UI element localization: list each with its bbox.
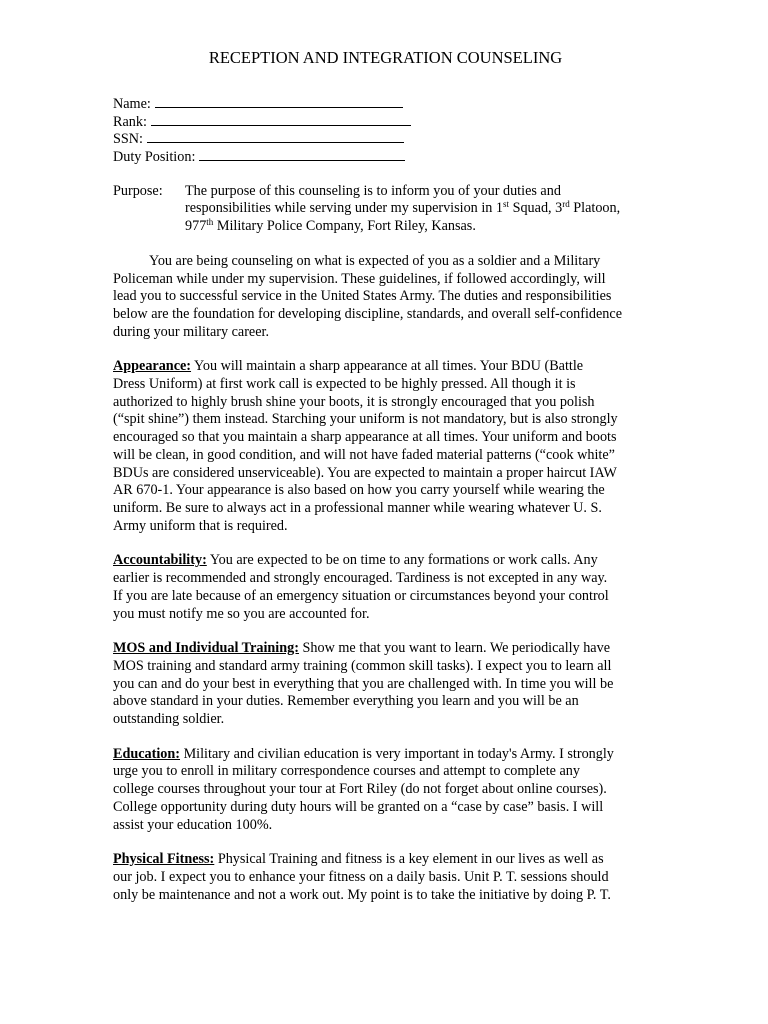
section-line: uniform. Be sure to always act in a professional manner while wearing whatever U. S. bbox=[113, 500, 602, 516]
document-title: RECEPTION AND INTEGRATION COUNSELING bbox=[208, 48, 563, 67]
purpose-text-run: 977 bbox=[185, 218, 207, 235]
intro-line: below are the foundation for developing discipline, standards, and overall self-confidence bbox=[113, 305, 622, 322]
section-text-run: Show me that you want to learn. We periodically have bbox=[298, 640, 610, 657]
section-line: college courses throughout your tour at Fort Riley (do not forget about online courses). bbox=[113, 781, 607, 798]
section-line bbox=[113, 851, 658, 869]
section-appearance bbox=[113, 358, 658, 535]
field-label: Name: bbox=[113, 96, 151, 112]
section-line: outstanding soldier. bbox=[113, 711, 225, 728]
section-line: assist your education 100%. bbox=[113, 816, 273, 833]
document-page bbox=[113, 48, 658, 904]
section-line: urge you to enroll in military correspondence courses and attempt to complete any bbox=[113, 763, 580, 780]
field-label: Duty Position: bbox=[113, 149, 196, 166]
purpose-text bbox=[185, 183, 658, 236]
section-line: will be clean, in good condition, and will not have faded material patterns (“cook white” bbox=[113, 446, 615, 463]
section-line bbox=[113, 746, 658, 764]
section-line: Dress Uniform) at first work call is expected to be highly pressed. All though it is bbox=[113, 376, 576, 393]
intro-line: during your military career. bbox=[113, 323, 270, 340]
section-text-run: You will maintain a sharp appearance at all times. Your BDU (Battle bbox=[191, 358, 584, 375]
section-heading: Accountability: bbox=[113, 552, 207, 569]
info-fields bbox=[113, 94, 658, 165]
section-physical-fitness bbox=[113, 851, 658, 904]
intro-line: You are being counseling on what is expected of you as a soldier and a Military bbox=[149, 252, 601, 269]
section-line bbox=[113, 640, 658, 658]
field-label: Rank: bbox=[113, 113, 147, 130]
ordinal-suffix: st bbox=[503, 199, 510, 210]
intro-paragraph bbox=[113, 253, 658, 342]
field-ssn bbox=[113, 129, 658, 147]
field-rank bbox=[113, 112, 658, 130]
section-line: you must notify me so you are accounted for. bbox=[113, 605, 370, 622]
section-line: BDUs are considered unserviceable). You are expected to maintain a proper haircut IAW bbox=[113, 464, 617, 481]
name-input-line[interactable] bbox=[155, 94, 403, 108]
section-text-run: Physical Training and fitness is a key element in our lives as well as bbox=[214, 851, 604, 868]
section-line: you can and do your best in everything that you are challenged with. In time you will be bbox=[113, 675, 614, 692]
field-duty-position bbox=[113, 147, 658, 165]
section-line: MOS training and standard army training (common skill tasks). I expect you to learn all bbox=[113, 657, 612, 674]
field-label: SSN: bbox=[113, 131, 143, 148]
section-education bbox=[113, 746, 658, 835]
purpose-line bbox=[185, 218, 658, 236]
purpose-line bbox=[185, 200, 658, 218]
ssn-input-line[interactable] bbox=[147, 129, 404, 143]
section-heading: Education: bbox=[113, 745, 181, 762]
section-line: (“spit shine”) them instead. Starching your uniform is not mandatory, but is also strongly bbox=[113, 411, 618, 428]
section-mos-training bbox=[113, 640, 658, 729]
section-heading: Appearance: bbox=[113, 358, 192, 375]
intro-line: lead you to successful service in the United States Army. The duties and responsibilities bbox=[113, 288, 612, 305]
section-line bbox=[113, 358, 658, 376]
section-line: AR 670-1. Your appearance is also based on how you carry yourself while wearing the bbox=[113, 482, 605, 499]
section-accountability bbox=[113, 552, 658, 623]
duty-position-input-line[interactable] bbox=[199, 147, 405, 161]
purpose-line: The purpose of this counseling is to inform you of your duties and bbox=[185, 182, 561, 199]
ordinal-suffix: th bbox=[206, 217, 214, 228]
purpose-text-run: Platoon, bbox=[569, 200, 621, 217]
purpose-text-run: Squad, 3 bbox=[509, 200, 563, 217]
section-line: only be maintenance and not a work out. My point is to take the initiative by doing P. T. bbox=[113, 886, 611, 903]
section-text-run: You are expected to be on time to any formations or work calls. Any bbox=[206, 552, 598, 569]
field-name bbox=[113, 94, 658, 112]
section-line: College opportunity during duty hours will be granted on a “case by case” basis. I will bbox=[113, 798, 604, 815]
section-line: Army uniform that is required. bbox=[113, 517, 288, 534]
section-line: encouraged so that you maintain a sharp appearance at all times. Your uniform and boots bbox=[113, 429, 617, 446]
section-line: If you are late because of an emergency situation or circumstances beyond your control bbox=[113, 587, 609, 604]
section-text-run: Military and civilian education is very important in today's Army. I strongly bbox=[180, 745, 614, 762]
section-line: earlier is recommended and strongly encouraged. Tardiness is not excepted in any way. bbox=[113, 570, 608, 587]
purpose-block bbox=[113, 183, 658, 236]
section-line bbox=[113, 552, 658, 570]
purpose-label: Purpose: bbox=[113, 182, 163, 199]
section-heading: Physical Fitness: bbox=[113, 851, 215, 868]
section-line: our job. I expect you to enhance your fitness on a daily basis. Unit P. T. sessions should bbox=[113, 868, 609, 885]
purpose-text-run: Military Police Company, Fort Riley, Kansas. bbox=[213, 218, 476, 235]
section-line: authorized to highly brush shine your boots, it is strongly encouraged that you polish bbox=[113, 393, 595, 410]
rank-input-line[interactable] bbox=[151, 112, 411, 126]
purpose-text-run: responsibilities while serving under my supervision in 1 bbox=[185, 200, 503, 217]
ordinal-suffix: rd bbox=[562, 199, 570, 210]
intro-line: Policeman while under my supervision. These guidelines, if followed accordingly, will bbox=[113, 270, 606, 287]
section-heading: MOS and Individual Training: bbox=[113, 640, 299, 657]
section-line: above standard in your duties. Remember everything you learn and you will be an bbox=[113, 693, 579, 710]
